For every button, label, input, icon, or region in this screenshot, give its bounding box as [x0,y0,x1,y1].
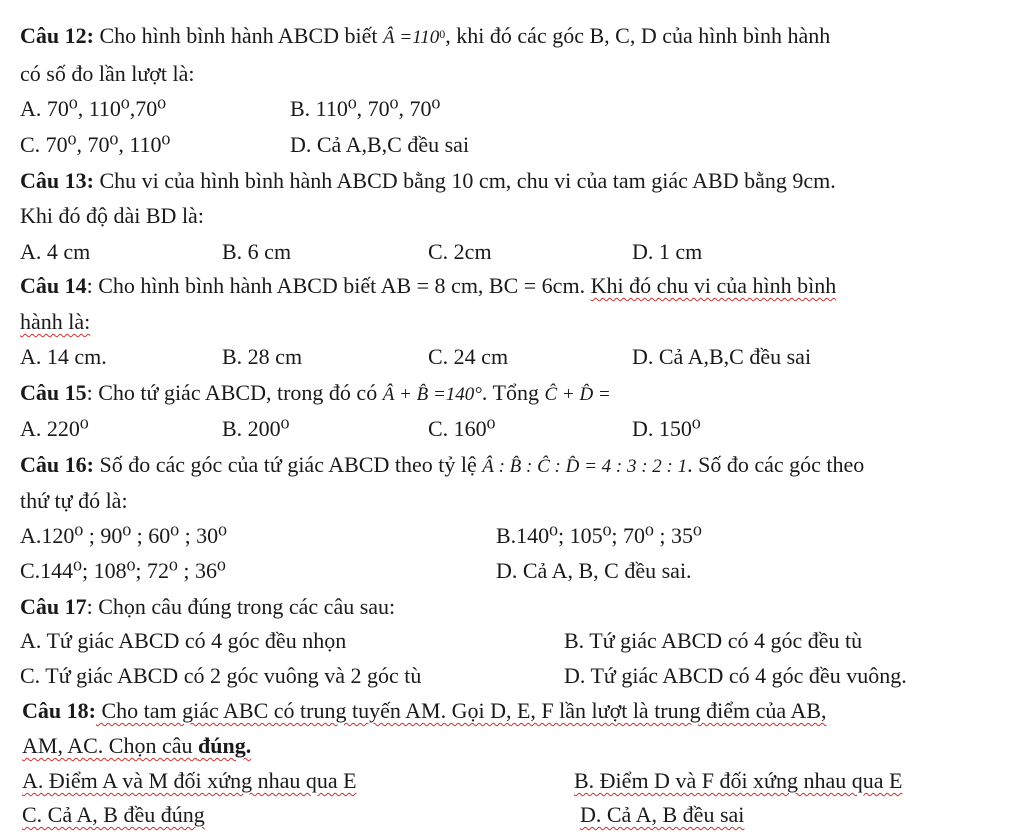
q13-option-c: C. 2cm [428,239,492,264]
q16-text-b: . Số đo các góc theo [687,452,865,477]
q12-stem-cont: có số đo lần lượt là: [20,61,195,86]
q14-option-d: D. Cả A,B,C đều sai [632,344,812,369]
q15-text-a: : Cho tứ giác ABCD, trong đó có [86,380,383,405]
q13-label: Câu 13: [20,168,94,193]
q16-option-d: D. Cả A, B, C đều sai. [496,558,692,583]
q18-option-d: D. Cả A, B đều sai [580,802,745,827]
q15-math: Â + B̂ =140° [382,384,482,405]
q17-option-a: A. Tứ giác ABCD có 4 góc đều nhọn [20,628,347,653]
q15-label: Câu 15 [20,380,87,405]
q16-option-c: C.144⁰; 108⁰; 72⁰ ; 36⁰ [20,558,226,583]
q15-option-c: C. 160⁰ [428,416,496,441]
q18-stem-cont-a: AM, AC. Chọn câu [22,733,198,758]
q12-text-a: Cho hình bình hành ABCD biết [93,23,384,48]
q13-option-a: A. 4 cm [20,239,91,264]
q17-option-c: C. Tứ giác ABCD có 2 góc vuông và 2 góc tù [20,663,422,688]
q12-option-a: A. 70⁰, 110⁰,70⁰ [20,96,167,121]
q16-stem-cont: thứ tự đó là: [20,488,128,513]
q17-option-b: B. Tứ giác ABCD có 4 góc đều tù [564,628,863,653]
q18-label: Câu 18: [22,698,96,723]
q13-option-d: D. 1 cm [632,239,703,264]
q17-text: : Chọn câu đúng trong các câu sau: [86,594,396,619]
q14-stem-cont: hành là: [20,309,91,334]
q17-option-d: D. Tứ giác ABCD có 4 góc đều vuông. [564,663,907,688]
q12-option-c: C. 70⁰, 70⁰, 110⁰ [20,132,171,157]
q12-option-d: D. Cả A,B,C đều sai [290,132,470,157]
q12-stem: Câu 12: Cho hình bình hành ABCD biết Â $=110^0$, khi đó các góc B, C, D của hình bình hành [20,23,831,48]
q18-stem-cont-b: đúng. [198,733,252,758]
q18-option-b: B. Điểm D và F đối xứng nhau qua E [574,768,903,793]
q12-option-b: B. 110⁰, 70⁰, 70⁰ [290,96,441,121]
q15-option-d: D. 150⁰ [632,416,701,441]
q12-text-b: , khi đó các góc B, C, D của hình bình hành [445,23,831,48]
q13-stem-cont: Khi đó độ dài BD là: [20,203,204,228]
q18-option-a: A. Điểm A và M đối xứng nhau qua E [22,768,357,793]
q12-label: Câu 12: [20,23,94,48]
q16-math: Â : B̂ : Ĉ : D̂ = 4 : 3 : 2 : 1 [482,456,688,477]
q14-stem [20,272,836,300]
q17-stem [20,593,395,621]
q18-stem-cont [22,732,251,760]
q15-text-b: . Tổng [481,380,545,405]
q14-text-a: : Cho hình bình hành ABCD biết AB = 8 cm, BC = 6cm. [86,273,586,298]
q15-option-a: A. 220⁰ [20,416,89,441]
q12-math: Â =110 [383,27,440,48]
q14-label: Câu 14 [20,273,87,298]
q15-math-2: Ĉ + D̂ = [544,384,611,405]
q16-text-a: Số đo các góc của tứ giác ABCD theo tỷ lệ [93,452,483,477]
q16-label: Câu 16: [20,452,94,477]
q13-stem [20,167,836,195]
q14-option-a: A. 14 cm. [20,344,107,369]
q16-stem [20,451,864,481]
q16-option-b: B.140⁰; 105⁰; 70⁰ ; 35⁰ [496,523,702,548]
q18-stem [22,697,827,725]
q15-option-b: B. 200⁰ [222,416,290,441]
q17-label: Câu 17 [20,594,87,619]
q13-option-b: B. 6 cm [222,239,292,264]
q18-text: Cho tam giác ABC có trung tuyến AM. Gọi D, E, F lần lượt là trung điểm của AB, [95,698,827,723]
q15-stem [20,379,611,409]
q13-text: Chu vi của hình bình hành ABCD bằng 10 cm, chu vi của tam giác ABD bằng 9cm. [93,168,836,193]
q14-text-b: Khi đó chu vi của hình bình [590,273,837,298]
q18-option-c: C. Cả A, B đều đúng [22,802,205,827]
q16-option-a: A.120⁰ ; 90⁰ ; 60⁰ ; 30⁰ [20,523,228,548]
q14-option-b: B. 28 cm [222,344,303,369]
q14-option-c: C. 24 cm [428,344,509,369]
